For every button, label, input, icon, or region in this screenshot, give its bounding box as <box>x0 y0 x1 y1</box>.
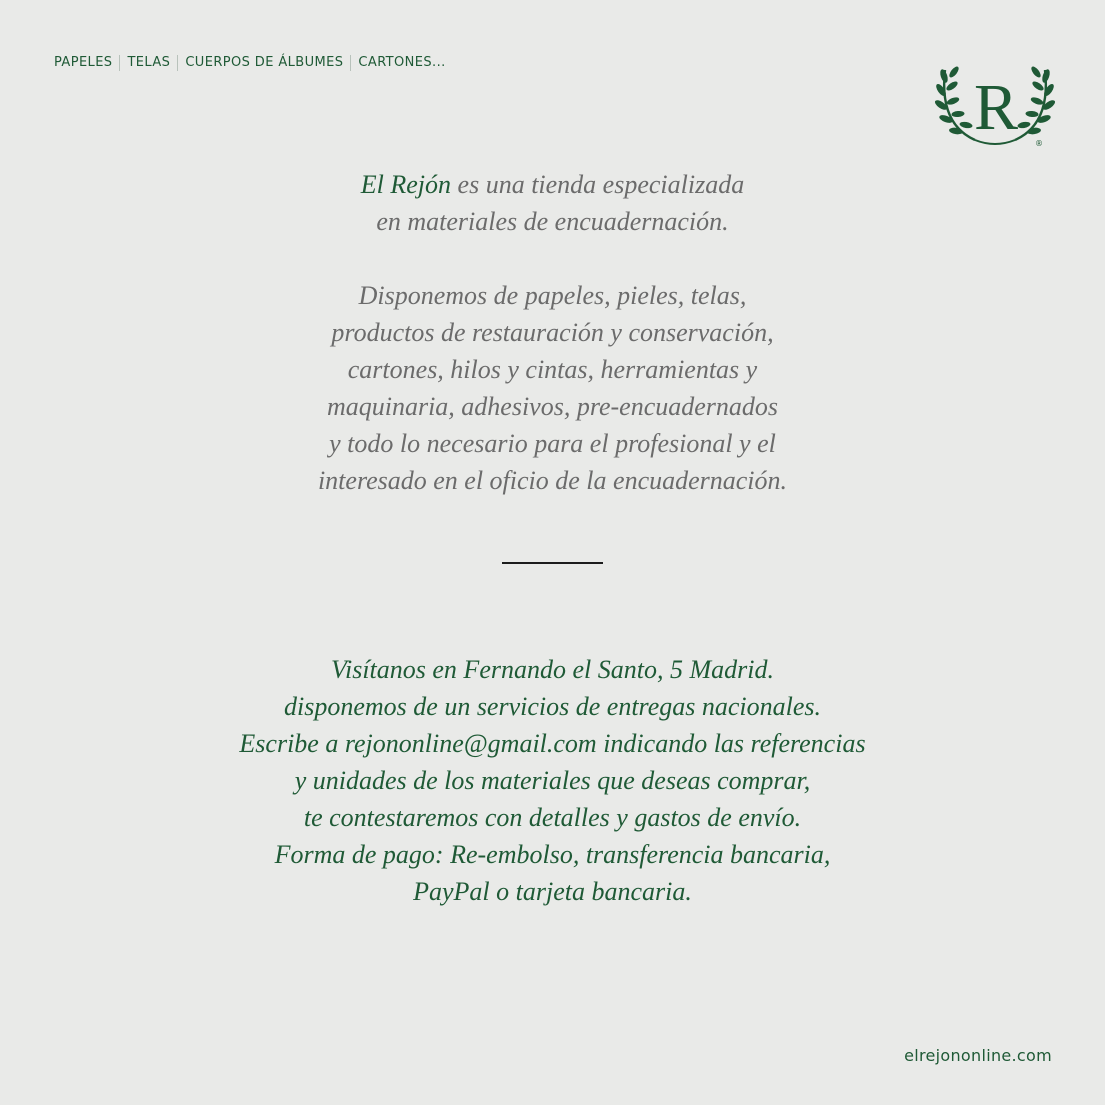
intro-line-2: en materiales de encuadernación. <box>376 207 729 236</box>
visit-line: Escribe a rejononline@gmail.com indicando las referencias <box>239 729 866 758</box>
products-line: maquinaria, adhesivos, pre-encuadernados <box>326 392 779 421</box>
visit-line: PayPal o tarjeta bancaria. <box>413 877 692 906</box>
laurel-wreath-icon <box>935 52 1055 152</box>
products-line: y todo lo necesario para el profesional y el <box>329 429 776 458</box>
intro-line-1 <box>0 166 1105 203</box>
nav-separator <box>119 55 120 71</box>
paragraph-gap <box>0 240 1105 277</box>
visit-line: Forma de pago: Re-embolso, transferencia bancaria, <box>274 840 831 869</box>
products-line: productos de restauración y conservación, <box>331 318 774 347</box>
products-line: cartones, hilos y cintas, herramientas y <box>347 355 758 384</box>
nav-item-cuerpos-de-albumes[interactable]: CUERPOS DE ÁLBUMES <box>185 55 344 70</box>
nav-separator <box>177 55 178 71</box>
logo-letter: R <box>973 71 1019 144</box>
products-line: interesado en el oficio de la encuadernación. <box>317 466 788 495</box>
website-link[interactable]: elrejononline.com <box>904 1046 1052 1065</box>
top-navigation <box>54 55 446 71</box>
nav-separator <box>350 55 351 71</box>
visit-line: disponemos de un servicios de entregas nacionales. <box>284 692 821 721</box>
visit-line: y unidades de los materiales que deseas comprar, <box>294 766 811 795</box>
registered-mark: ® <box>1035 139 1043 148</box>
nav-item-cartones[interactable]: CARTONES... <box>358 55 446 70</box>
visit-line: Visítanos en Fernando el Santo, 5 Madrid. <box>331 655 774 684</box>
products-line: Disponemos de papeles, pieles, telas, <box>358 281 747 310</box>
nav-item-papeles[interactable]: PAPELES <box>54 55 113 70</box>
visit-line: te contestaremos con detalles y gastos de envío. <box>303 803 802 832</box>
section-divider <box>502 562 603 564</box>
intro-line-1-rest: es una tienda especializada <box>451 170 745 199</box>
brand-logo[interactable] <box>935 52 1055 152</box>
nav-item-telas[interactable]: TELAS <box>127 55 171 70</box>
brand-name: El Rejón <box>360 170 452 199</box>
intro-text <box>0 166 1105 499</box>
visit-info <box>0 651 1105 910</box>
